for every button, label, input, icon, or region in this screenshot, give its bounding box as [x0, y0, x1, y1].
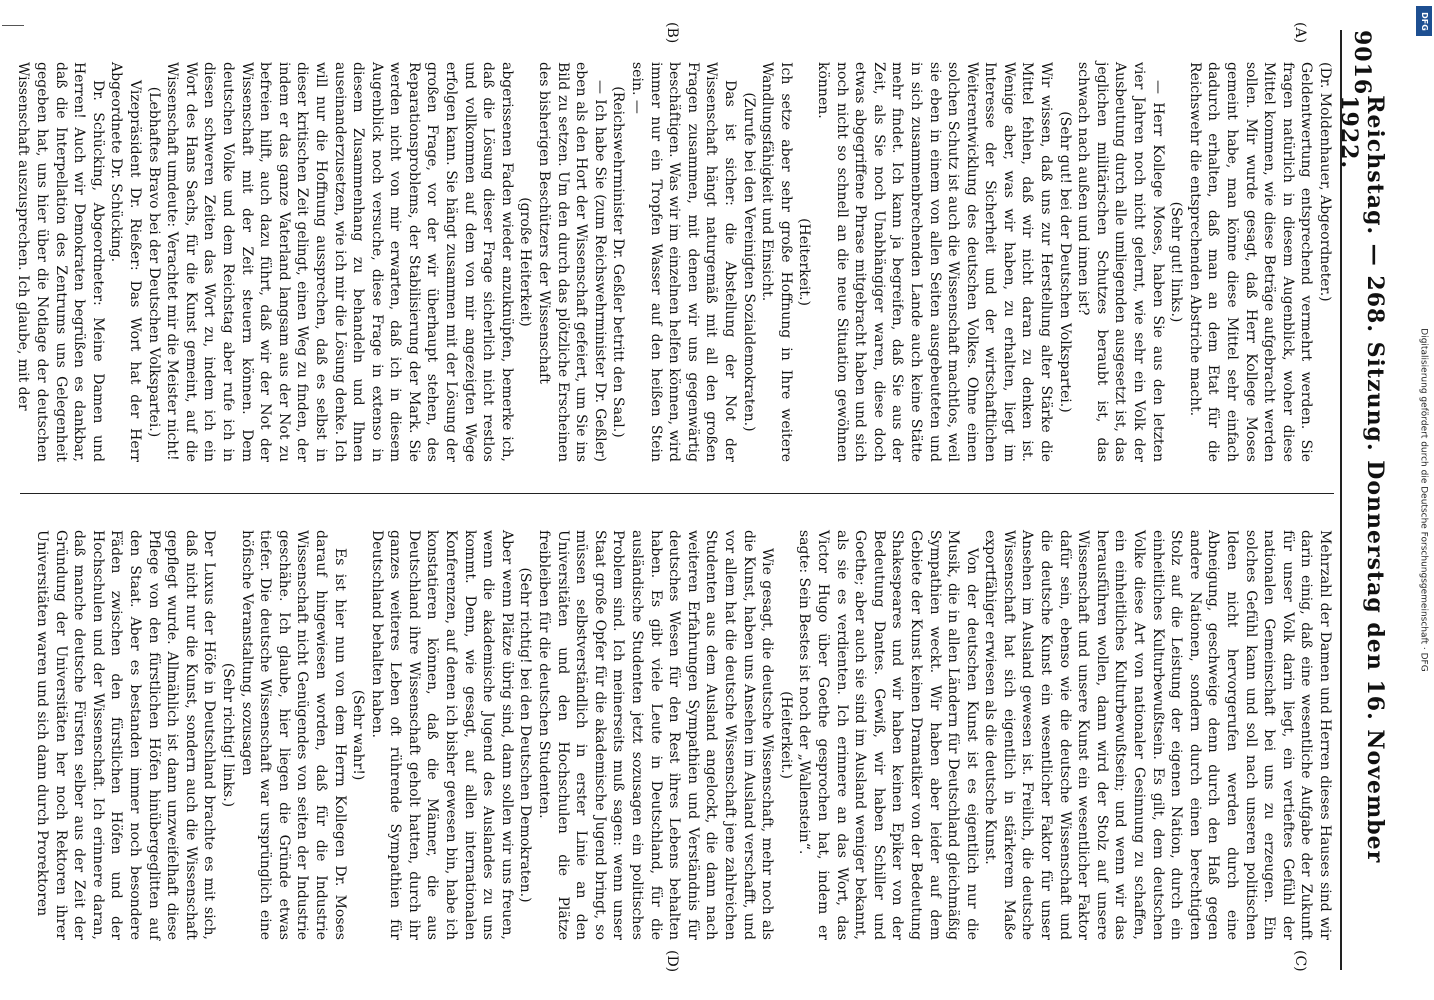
digitization-note: Digitalisierung gefördert durch die Deutsche Forschungsgemeinschaft · DFG [1419, 328, 1430, 672]
margin-marker-b: (B) [664, 22, 680, 44]
interjection: (Sehr gut! bei der Deutschen Volkspartei.) [1056, 111, 1073, 413]
paragraph: — Ich habe Sie (zum Reichswehrminister Dr. Geßler) eben als den Hort der Wissenschaft gefeiert, um Sie ins Bild zu setzen. Um den durch das plötzliche Erscheinen des bisherigen Beschützers der Wissenschaft [536, 62, 608, 462]
interjection: (Heiterkeit.) [796, 218, 813, 306]
interjection: (große Heiterkeit) [517, 197, 534, 327]
paragraph: abgerissenen Faden wieder anzuknüpfen, bemerke ich, daß die Lösung dieser Frage sicherlich nicht restlos und vollkommen auf dem von mir angezeigten Wege erfolgen kann. Sie hängt zusammen mit der Lösung der großen Frage, vor der wir überhaupt stehen, des Reparationsproblems, der Stabilisierung der Mark. Sie werden nicht von mir erwarten, daß ich in diesem Augenblick noch versuche, diese Frage in extenso in diesem Zusammenhang zu behandeln und Ihnen auseinanderzusetzen, wie ich mir die Lösung denke. Ich will nur die Hoffnung aussprechen, daß es selbst in dieser kritischen Zeit gelingt, einen Weg zu finden, der indem er das ganze Vaterland langsam aus der Not zu befreien hilft, auch dazu führt, daß wir der Not der Wissenschaft mit der Zeit steuern können. Dem deutschen Volke und dem Reichstag aber rufe ich in diesen schweren Zeiten das Wort zu, indem ich ein Wort des Hans Sachs, für die Kunst gemeint, auf die Wissenschaft umdeute: Verachtet mir die Meister nicht! [164, 62, 515, 462]
paragraph: Vizepräsident Dr. Rießer: Das Wort hat der Herr Abgeordnete Dr. Schücking. [108, 62, 143, 462]
margin-marker-a: (A) [1292, 22, 1308, 44]
interjection: (Lebhaftes Bravo bei der Deutschen Volkspartei.) [145, 86, 162, 438]
paragraph: Der Luxus der Höfe in Deutschland brachte es mit sich, daß nicht nur die Kunst, sondern auch die Wissenschaft gepflegt wurde. Allmählich ist dann unzweifelhaft diese Pflege von den fürstlichen Höfen hinübergeglitten auf den Staat. Aber es bestanden immer noch besondere Fäden zwischen den fürstlichen Höfen und der Hochschulen und der Wissenschaft. Ich erinnere daran, daß manche deutsche Fürsten selber aus der Zeit der Gründung der Universitäten her noch Rektoren ihrer Universitäten waren und sich dann durch Prorektoren [34, 530, 218, 940]
paragraph: — Herr Kollege Moses, haben Sie aus den letzten vier Jahren noch nicht gelernt, wie sehr ein Volk der Ausbeutung durch alle umliegenden ausgesetzt ist, das jeglichen militärischen Schutzes beraubt ist, das schwach nach außen und innen ist? [1075, 62, 1166, 462]
margin-marker-c: (C) [1292, 950, 1308, 972]
left-column [15, 62, 1334, 462]
paragraph: Wir wissen, daß uns zur Herstellung alter Stärke die Mittel fehlen, daß wir nicht daran zu denken ist. Wenige aber, was wir haben, zu erhalten, liegt im Interesse der Sicherheit und der wirtschaftlichen Weiterentwicklung des deutschen Volkes. Ohne einen solchen Schutz ist auch die Wissenschaft machtlos, weil sie eben in einem von allen Seiten ausgebeuteten und in sich zusammenbrechenden Lande auch keine Stätte mehr findet. Ich kann ja begreifen, daß Sie aus der Zeit, als Sie noch Unabhängiger waren, diese doch etwas abgegriffene Phrase mitgebracht haben und sich noch nicht so schnell an die neue Situation gewöhnen können. [814, 62, 1055, 462]
paragraph: Aber wenn Plätze übrig sind, dann sollen wir uns freuen, wenn die akademische Jugend des Auslandes zu uns kommt. Denn, wie gesagt, auf allen internationalen Konferenzen, auf denen ich bisher gewesen bin, habe ich konstatieren können, daß die Männer, die aus Deutschland ihre Wissenschaft geholt hatten, durch ihr ganzes weiteres Leben oft rührende Sympathien für Deutschland behalten haben. [368, 530, 515, 940]
right-column [20, 530, 1334, 940]
paragraph: Ich setze aber sehr große Hoffnung in Ihre weitere Wandlungsfähigkeit und Einsicht. [759, 62, 794, 462]
interjection: (Sehr richtig! bei den Deutschen Demokraten.) [517, 567, 534, 903]
page-title: Reichstag. — 268. Sitzung. Donnerstag den 16. November 1922. [1336, 95, 1388, 864]
column-divider [20, 493, 1334, 494]
paragraph: Das ist sicher: die Abstellung der Not der Wissenschaft hängt naturgemäß mit all den großen Fragen zusammen, mit denen wir uns gegenwärtig beschäftigen. Was wir im einzelnen helfen können, wird immer nur ein Tropfen Wasser auf den heißen Stein sein. — [629, 62, 738, 462]
interjection: (Heiterkeit.) [777, 691, 794, 779]
speaker-continuation: (Dr. Moldenhauer, Abgeordneter.) [1317, 62, 1333, 302]
running-head [1336, 30, 1388, 970]
paragraph: Geldentwertung entsprechend vermehrt werden. Sie fragen natürlich in diesem Augenblick, woher diese Mittel kommen, wie diese Beträge aufgebracht werden sollen. Mir wurde gesagt, daß Herr Kollege Moses gemeint habe, man könne diese Mittel sehr einfach dadurch erhalten, daß man an dem Etat für die Reichswehr die entsprechenden Abstriche macht. [1186, 62, 1315, 462]
interjection: (Sehr richtig! links.) [219, 662, 236, 808]
interjection: (Reichswehrminister Dr. Geßler betritt den Saal.) [610, 86, 627, 438]
interjection: (Zurufe bei den Vereinigten Sozialdemokraten.) [740, 92, 757, 432]
paragraph: Von der deutschen Kunst ist es eigentlich nur die Musik, die in allen Ländern für Deutschland gleichmäßig Sympathien weckt. Wir haben aber leider auf dem Gebiete der Kunst keinen Dramatiker von der Bedeutung Shakespeares und wir haben keinen Epiker von der Bedeutung Dantes. Gewiß, wir haben Schiller und Goethe; aber auch sie sind im Ausland weniger bekannt, als sie es verdienten. Ich erinnere an das Wort, das Victor Hugo über Goethe gesprochen hat, indem er sagte: Sein Bestes ist noch der „Wallenstein“. [796, 530, 980, 940]
page-number: 9016 [1349, 30, 1375, 96]
paragraph: Es ist hier nun von dem Herrn Kollegen Dr. Moses darauf hingewiesen worden, daß für die Industrie Wissenschaft nicht Genügendes von seiten der Industrie geschähe. Ich glaube, hier liegen die Gründe etwas tiefer. Die deutsche Wissenschaft war ursprünglich eine höfische Veranstaltung, sozusagen [238, 530, 348, 940]
interjection: (Sehr wahr!) [350, 689, 367, 781]
crop-mark [2, 25, 24, 26]
margin-marker-d: (D) [664, 950, 680, 973]
paragraph: Dr. Schücking, Abgeordneter: Meine Damen und Herren! Auch wir Demokraten begrüßen es dankbar, daß die Interpellation des Zentrums uns Gelegenheit gegeben hat, uns hier über die Notlage der deutschen Wissenschaft auszusprechen. Ich glaube, mit der [15, 62, 106, 462]
interjection: (Sehr gut! links.) [1168, 201, 1185, 323]
dfg-logo-icon: DFG [1416, 6, 1432, 36]
paragraph: Mehrzahl der Damen und Herren dieses Hauses sind wir darin einig, daß eine wesentliche Aufgabe der Zukunft für unser Volk darin liegt, ein vertieftes Gefühl der nationalen Gemeinschaft bei uns zu erzeugen. Ein solches Gefühl kann und soll nach unseren politischen Ideen nicht hervorgerufen werden durch eine Abneigung, geschweige denn durch den Haß gegen andere Nationen, sondern durch einen berechtigten Stolz auf die Leistung der eigenen Nation, durch ein einheitliches Kulturbewußtsein. Es gilt, dem deutschen Volke diese Art von nationaler Gesinnung zu schaffen, ein einheitliches Kulturbewußtsein; und wenn wir das herausführen wollen, dann wird der Stolz auf unsere Wissenschaft und unsere Kunst ein wesentlicher Faktor dafür sein, ebenso wie die deutsche Wissenschaft und die deutsche Kunst ein wesentlicher Faktor für unser Ansehen im Ausland gewesen ist. Freilich, die deutsche Wissenschaft hat sich eigentlich in stärkerem Maße exportfähiger erwiesen als die deutsche Kunst. [982, 530, 1333, 940]
paragraph: Wie gesagt, die deutsche Wissenschaft, mehr noch als die Kunst, haben uns Ansehen im Ausland verschafft, und vor allem hat die deutsche Wissenschaft jene zahlreichen Studenten aus dem Ausland angelockt, die dann nach weiteren Erfahrungen Sympathien und Verständnis für deutsches Wesen für den Rest ihres Lebens behalten haben. Es gibt viele Leute in Deutschland, für die ausländische Studenten jetzt sozusagen ein politisches Problem sind. Ich meinerseits muß sagen: wenn unser Staat große Opfer für die akademische Jugend bringt, so müssen selbstverständlich in erster Linie an den Universitäten und den Hochschulen die Plätze freibleiben für die deutschen Studenten. [536, 530, 776, 940]
